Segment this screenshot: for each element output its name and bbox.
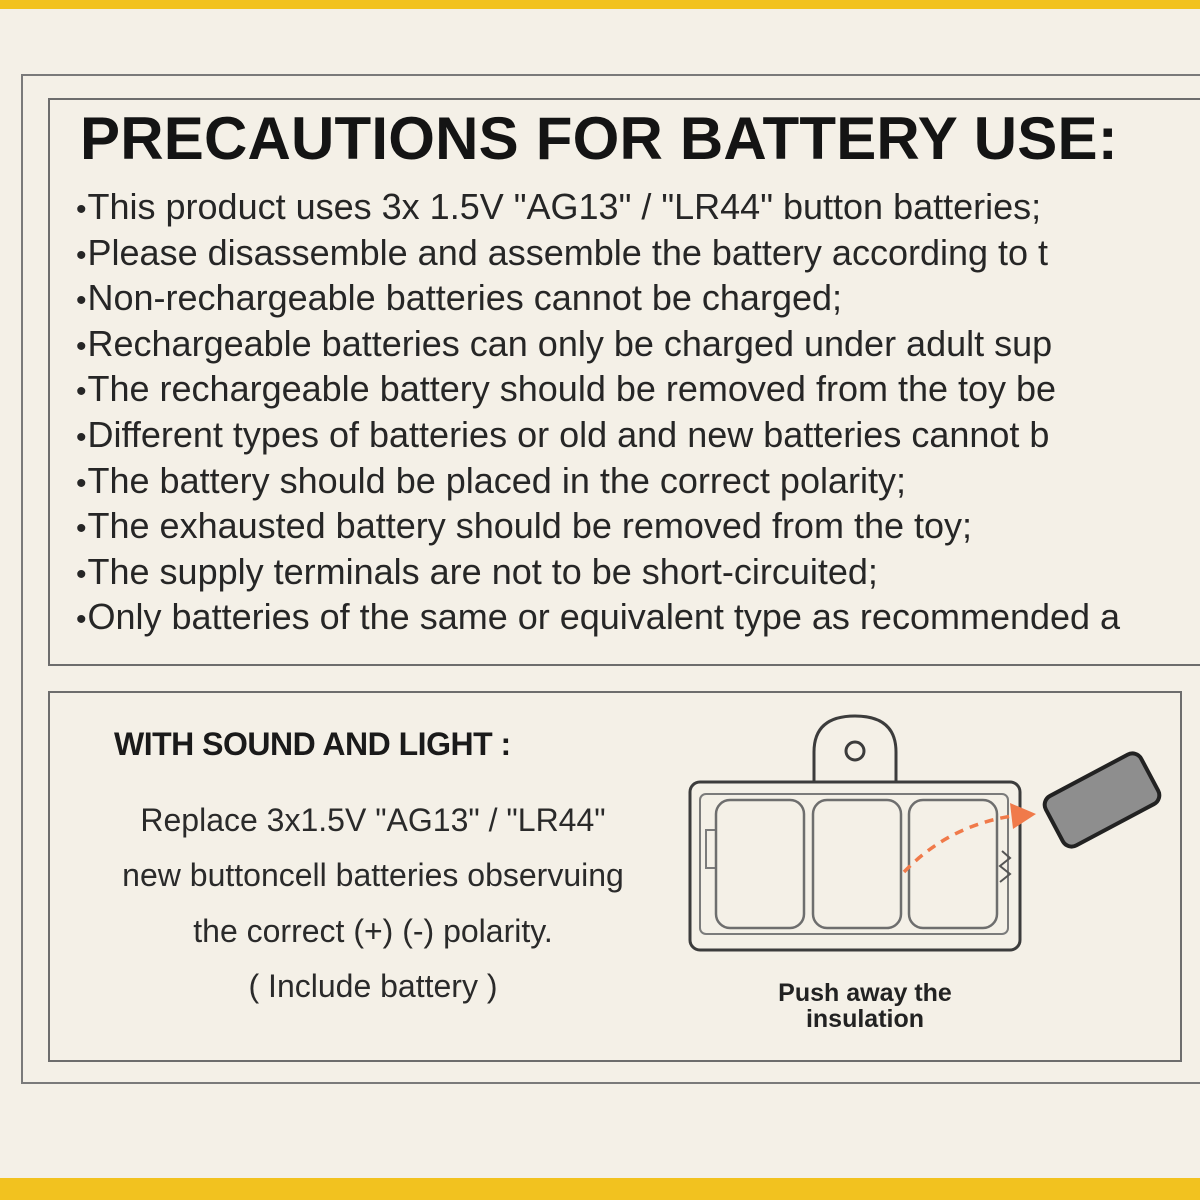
precaution-text: The supply terminals are not to be short-circuited; [87,550,878,592]
precautions-heading: PRECAUTIONS FOR BATTERY USE: [80,105,1118,172]
precaution-item [76,503,1120,549]
bullet-icon: • [76,512,87,546]
bullet-icon: • [76,420,87,454]
bullet-icon: • [76,284,87,318]
bullet-icon: • [76,603,87,637]
bullet-icon: • [76,557,87,591]
precaution-item [76,230,1120,276]
precaution-item [76,412,1120,458]
instruction-line-2: new buttoncell batteries observuing [122,857,624,893]
precaution-text: The battery should be placed in the correct polarity; [87,459,906,501]
instruction-line-3: the correct (+) (-) polarity. [193,913,553,949]
sound-light-title: WITH SOUND AND LIGHT : [114,726,511,762]
bullet-icon: • [76,329,87,363]
bullet-icon: • [76,466,87,500]
bullet-icon: • [76,193,87,226]
precautions-list [76,184,1120,640]
precaution-text: The exhausted battery should be removed from the toy; [87,505,973,547]
bottom-yellow-band [0,1178,1200,1200]
top-yellow-band [0,0,1200,9]
precaution-text: The rechargeable battery should be removed from the toy be [87,368,1057,410]
precaution-item [76,549,1120,595]
precaution-item [76,184,1120,230]
precaution-item [76,321,1120,367]
precaution-item [76,275,1120,321]
precaution-text: Different types of batteries or old and new batteries cannot b [87,413,1050,455]
precaution-text: Non-rechargeable batteries cannot be charged; [87,277,843,319]
instruction-line-4: ( Include battery ) [248,968,498,1004]
diagram-caption: Push away the insulation [778,979,952,1033]
screw-hole-icon [846,742,864,760]
bullet-icon: • [76,375,87,409]
instruction-line-1: Replace 3x1.5V "AG13" / "LR44" [140,802,606,838]
battery-diagram [680,706,1180,956]
precaution-text: Only batteries of the same or equivalent type as recommended a [87,596,1121,638]
precaution-item [76,366,1120,412]
bullet-icon: • [76,238,87,272]
precaution-text: Rechargeable batteries can only be charged under adult sup [87,322,1053,364]
precaution-text: This product uses 3x 1.5V "AG13" / "LR44" button batteries; [87,186,1042,227]
battery-compartment-icon [690,716,1020,950]
precaution-text: Please disassemble and assemble the battery according to t [87,231,1049,273]
precaution-item [76,594,1120,640]
precaution-item [76,458,1120,504]
insulation-tab-icon [1041,750,1163,850]
